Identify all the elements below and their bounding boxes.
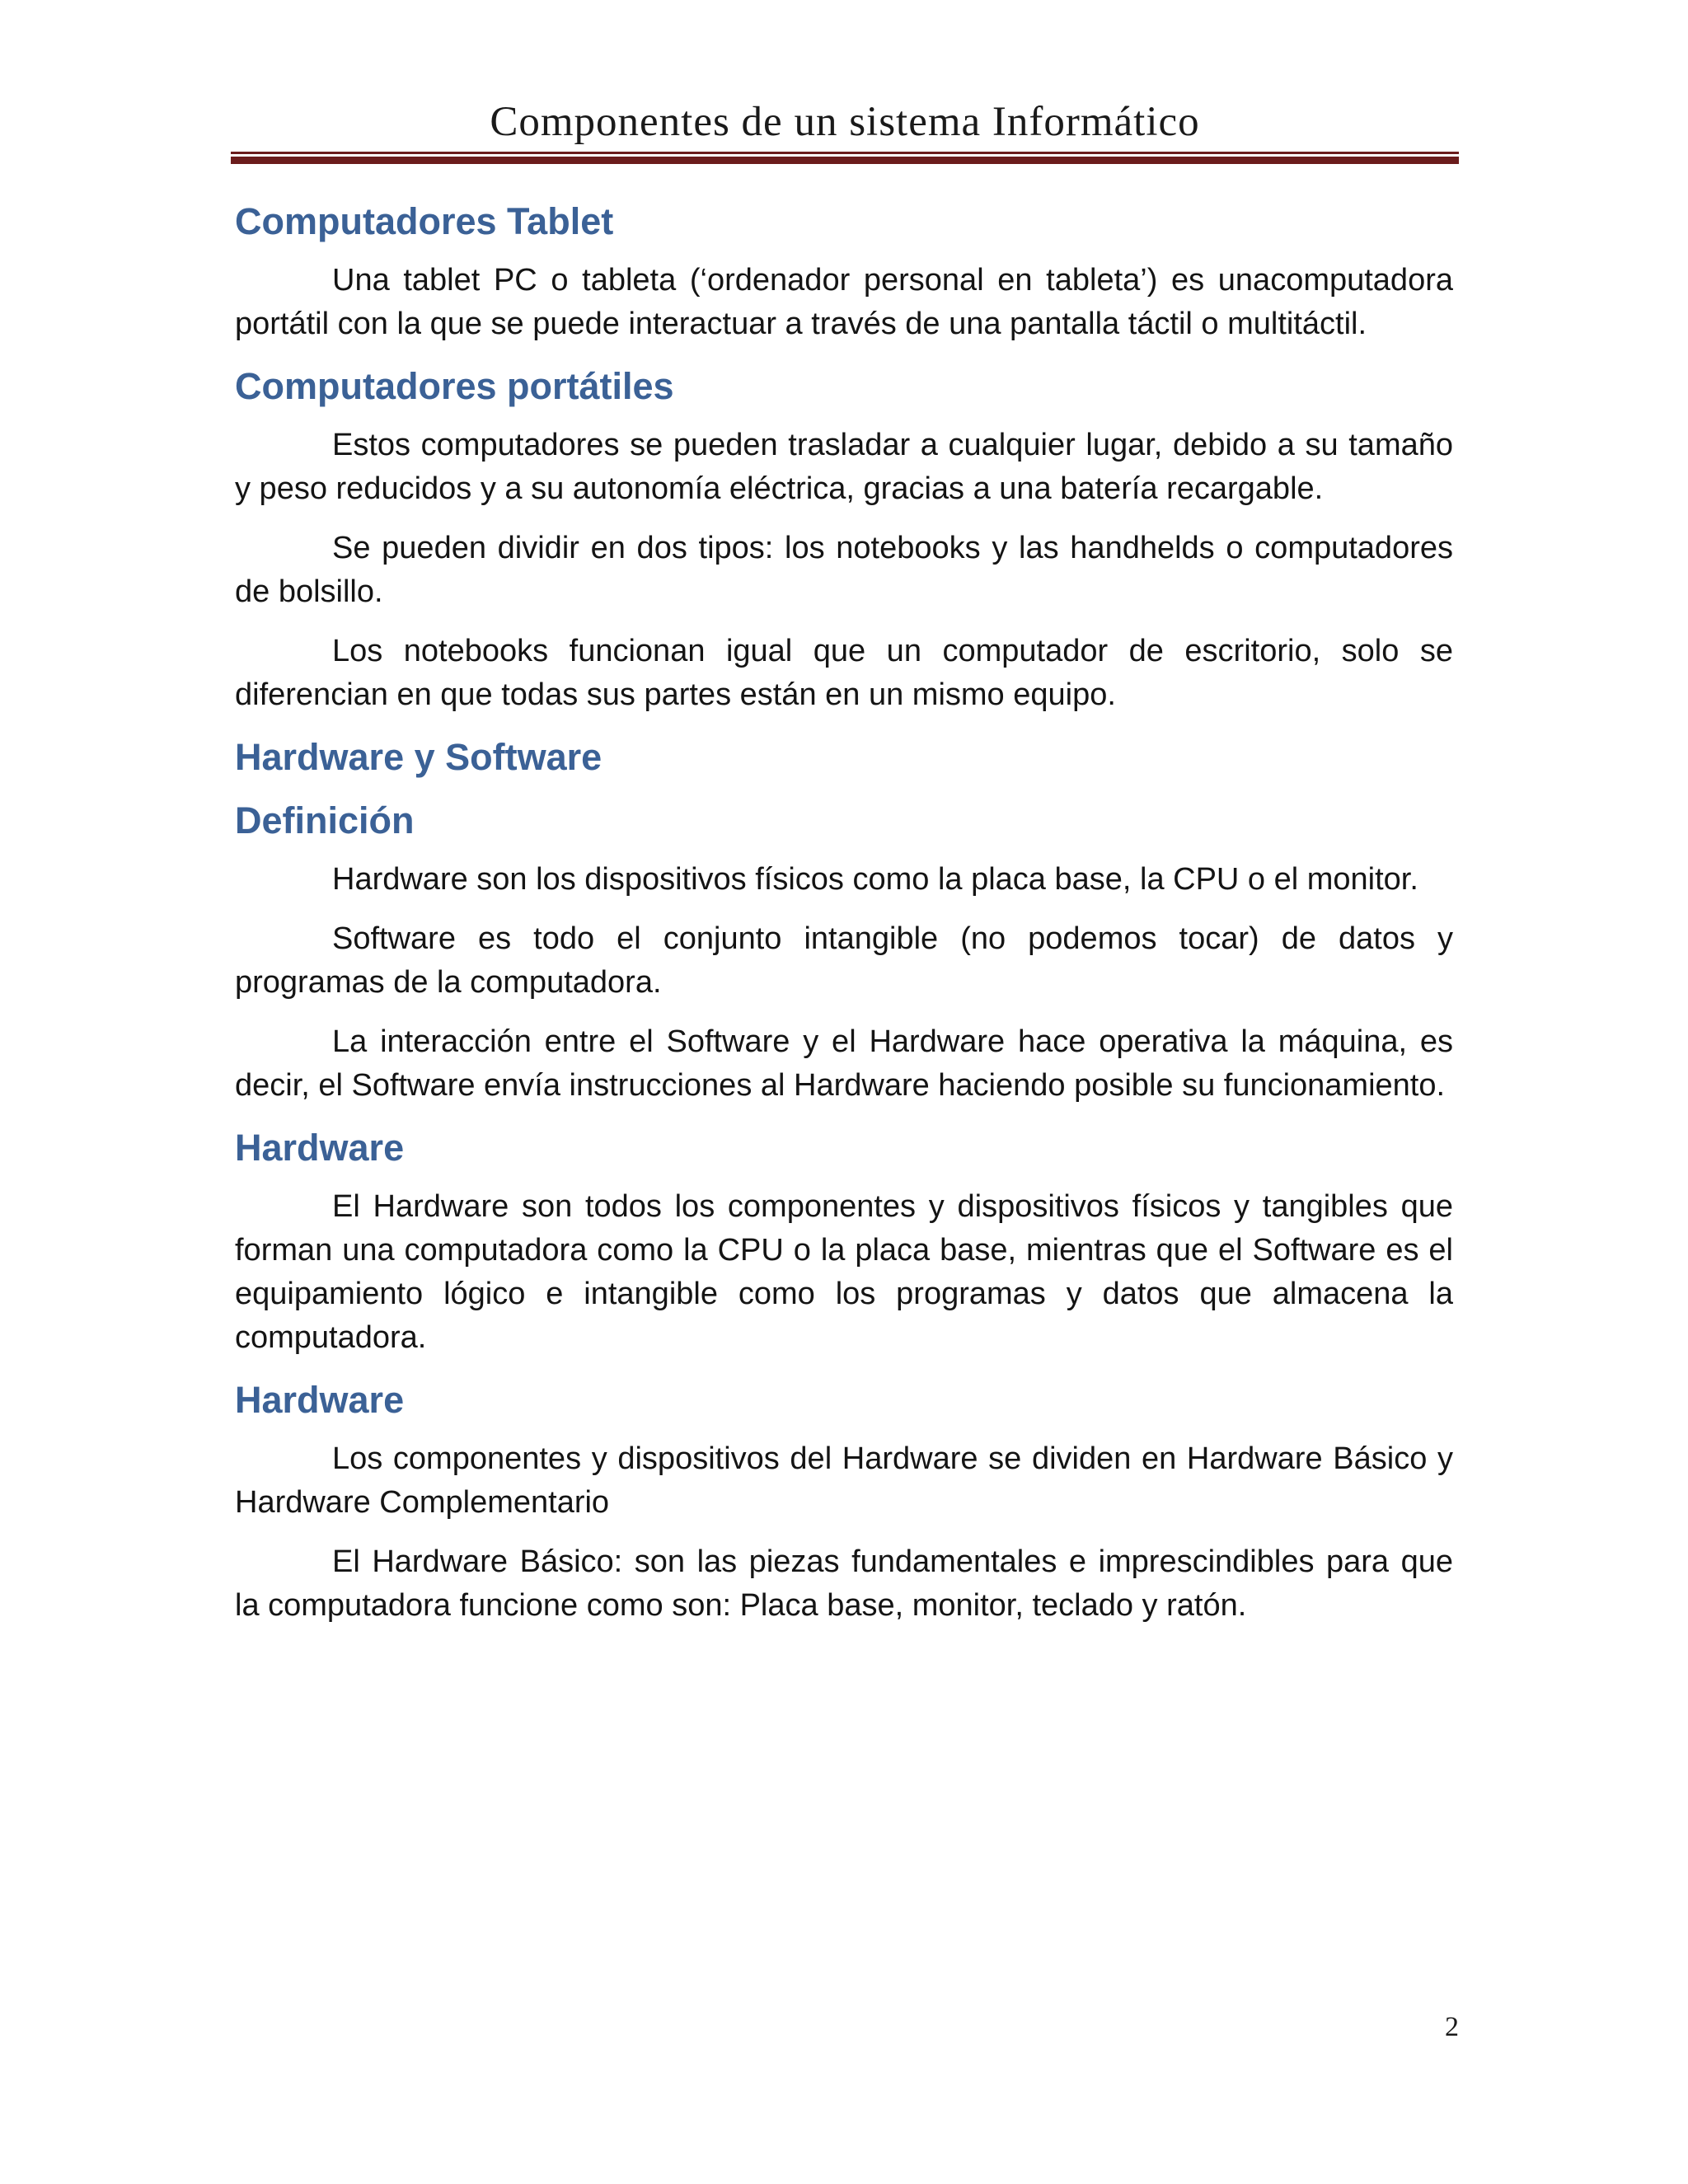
paragraph-portatiles-notebooks: Los notebooks funcionan igual que un computador de escritorio, solo se diferencian en que todas sus partes están en un mismo equipo. bbox=[235, 634, 1453, 712]
header-rule-thick bbox=[231, 157, 1459, 164]
document-body bbox=[235, 198, 1453, 1628]
paragraph-tablet-definition: Una tablet PC o tableta (‘ordenador personal en tableta’) es unacomputadora portátil con la que se puede interactuar a través de una pantalla táctil o multitáctil. bbox=[235, 263, 1453, 341]
section-heading-hardware-software: Hardware y Software bbox=[235, 736, 603, 778]
section-heading-definicion: Definición bbox=[235, 799, 415, 841]
paragraph-hardware-division: Los componentes y dispositivos del Hardware se dividen en Hardware Básico y Hardware Complementario bbox=[235, 1441, 1453, 1520]
section-heading-hardware-2: Hardware bbox=[235, 1379, 405, 1421]
header-rule-thin bbox=[231, 152, 1459, 154]
section-heading-portatiles: Computadores portátiles bbox=[235, 365, 674, 407]
page-number: 2 bbox=[1445, 2012, 1459, 2042]
paragraph-definicion-software: Software es todo el conjunto intangible (no podemos tocar) de datos y programas de la computadora. bbox=[235, 921, 1453, 1000]
paragraph-portatiles-intro: Estos computadores se pueden trasladar a cualquier lugar, debido a su tamaño y peso reducidos y a su autonomía eléctrica, gracias a una batería recargable. bbox=[235, 428, 1453, 506]
paragraph-hardware-descripcion: El Hardware son todos los componentes y dispositivos físicos y tangibles que forman una computadora como la CPU o la placa base, mientras que el Software es el equipamiento lógico e intangible como los programas y datos que almacena la computadora. bbox=[235, 1189, 1453, 1355]
paragraph-hardware-basico: El Hardware Básico: son las piezas fundamentales e imprescindibles para que la computadora funcione como son: Placa base, monitor, teclado y ratón. bbox=[235, 1544, 1453, 1623]
paragraph-definicion-interaccion: La interacción entre el Software y el Hardware hace operativa la máquina, es decir, el Software envía instrucciones al Hardware haciendo posible su funcionamiento. bbox=[235, 1024, 1453, 1103]
paragraph-portatiles-tipos: Se pueden dividir en dos tipos: los notebooks y las handhelds o computadores de bolsillo. bbox=[235, 531, 1453, 609]
section-heading-tablet: Computadores Tablet bbox=[235, 200, 614, 242]
page-header-title: Componentes de un sistema Informático bbox=[490, 99, 1200, 145]
section-heading-hardware-1: Hardware bbox=[235, 1127, 405, 1169]
paragraph-definicion-hardware: Hardware son los dispositivos físicos como la placa base, la CPU o el monitor. bbox=[332, 862, 1418, 897]
